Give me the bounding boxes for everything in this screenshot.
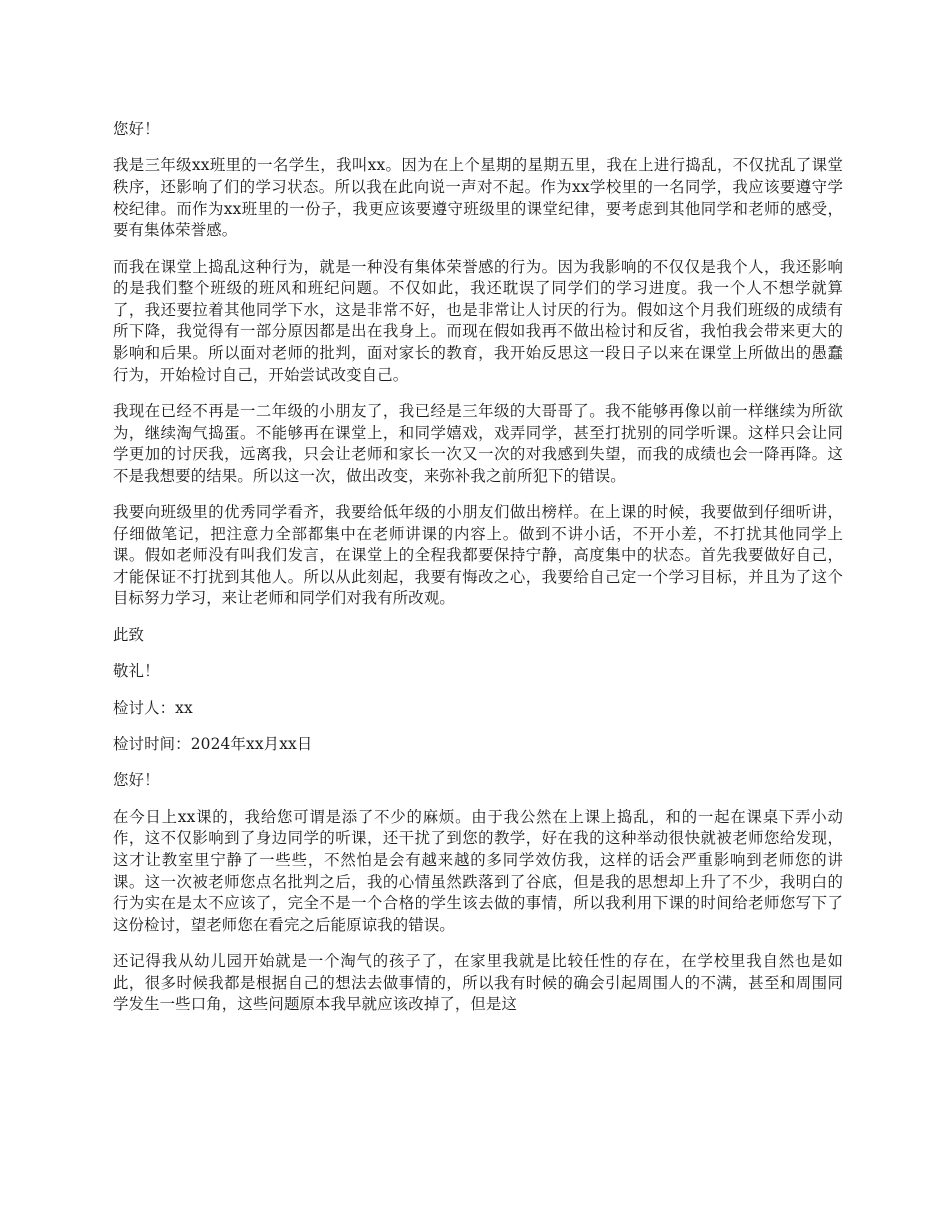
paragraph: 还记得我从幼儿园开始就是一个淘气的孩子了，在家里我就是比较任性的存在，在学校里我自然也是如此，很多时候我都是根据自己的想法去做事情的，所以我有时候的确会引起周围人的不满，甚至和周围同学发生一些口角，这些问题原本我早就应该改掉了，但是这	[113, 952, 843, 1014]
paragraph: 我是三年级xx班里的一名学生，我叫xx。因为在上个星期的星期五里，我在上进行捣乱，不仅扰乱了课堂秩序，还影响了们的学习状态。所以我在此向说一声对不起。作为xx学校里的一名同学，我应该要遵守学校纪律。而作为xx班里的一份子，我更应该要遵守班级里的课堂纪律，要考虑到其他同学和老师的感受，要有集体荣誉感。	[113, 156, 843, 240]
paragraph: 而我在课堂上捣乱这种行为，就是一种没有集体荣誉感的行为。因为我影响的不仅仅是我个人，我还影响的是我们整个班级的班风和班纪问题。不仅如此，我还耽误了同学们的学习进度。我一个人不想学就算了，我还要拉着其他同学下水，这是非常不好，也是非常让人讨厌的行为。假如这个月我们班级的成绩有所下降，我觉得有一部分原因都是出在我身上。而现在假如我再不做出检讨和反省，我怕我会带来更大的影响和后果。所以面对老师的批判，面对家长的教育，我开始反思这一段日子以来在课堂上所做出的愚蠢行为，开始检讨自己，开始尝试改变自己。	[113, 257, 843, 384]
paragraph: 我要向班级里的优秀同学看齐，我要给低年级的小朋友们做出榜样。在上课的时候，我要做到仔细听讲，仔细做笔记，把注意力全部都集中在老师讲课的内容上。做到不讲小话，不开小差，不打扰其他同学上课。假如老师没有叫我们发言，在课堂上的全程我都要保持宁静，高度集中的状态。首先我要做好自己，才能保证不打扰到其他人。所以从此刻起，我要有悔改之心，我要给自己定一个学习目标，并且为了这个目标努力学习，来让老师和同学们对我有所改观。	[113, 503, 843, 608]
closing-regards: 敬礼！	[113, 662, 160, 681]
greeting: 您好！	[113, 120, 160, 138]
document-body	[113, 119, 843, 1031]
signature-author: 检讨人：xx	[113, 698, 193, 717]
paragraph: 我现在已经不再是一二年级的小朋友了，我已经是三年级的大哥哥了。我不能够再像以前一样继续为所欲为，继续淘气捣蛋。不能够再在课堂上，和同学嬉戏，戏弄同学，甚至打扰别的同学听课。这样只会让同学更加的讨厌我，远离我，只会让老师和家长一次又一次的对我感到失望，而我的成绩也会一降再降。这不是我想要的结果。所以这一次，做出改变，来弥补我之前所犯下的错误。	[113, 401, 843, 485]
closing-salutation: 此致	[113, 625, 145, 644]
paragraph: 在今日上xx课的，我给您可谓是添了不少的麻烦。由于我公然在上课上捣乱，和的一起在课桌下弄小动作，这不仅影响到了身边同学的听课，还干扰了到您的教学，好在我的这种举动很快就被老师您给发现，这才让教室里宁静了一些些，不然怕是会有越来越的多同学效仿我，这样的话会严重影响到老师您的讲课。这一次被老师您点名批判之后，我的心情虽然跌落到了谷底，但是我的思想却上升了不少，我明白的行为实在是太不应该了，完全不是一个合格的学生该去做的事情，所以我利用下课的时间给老师您写下了这份检讨，望老师您在看完之后能原谅我的错误。	[113, 807, 843, 934]
greeting: 您好！	[113, 771, 160, 790]
signature-date: 检讨时间：2024年xx月xx日	[113, 735, 313, 754]
